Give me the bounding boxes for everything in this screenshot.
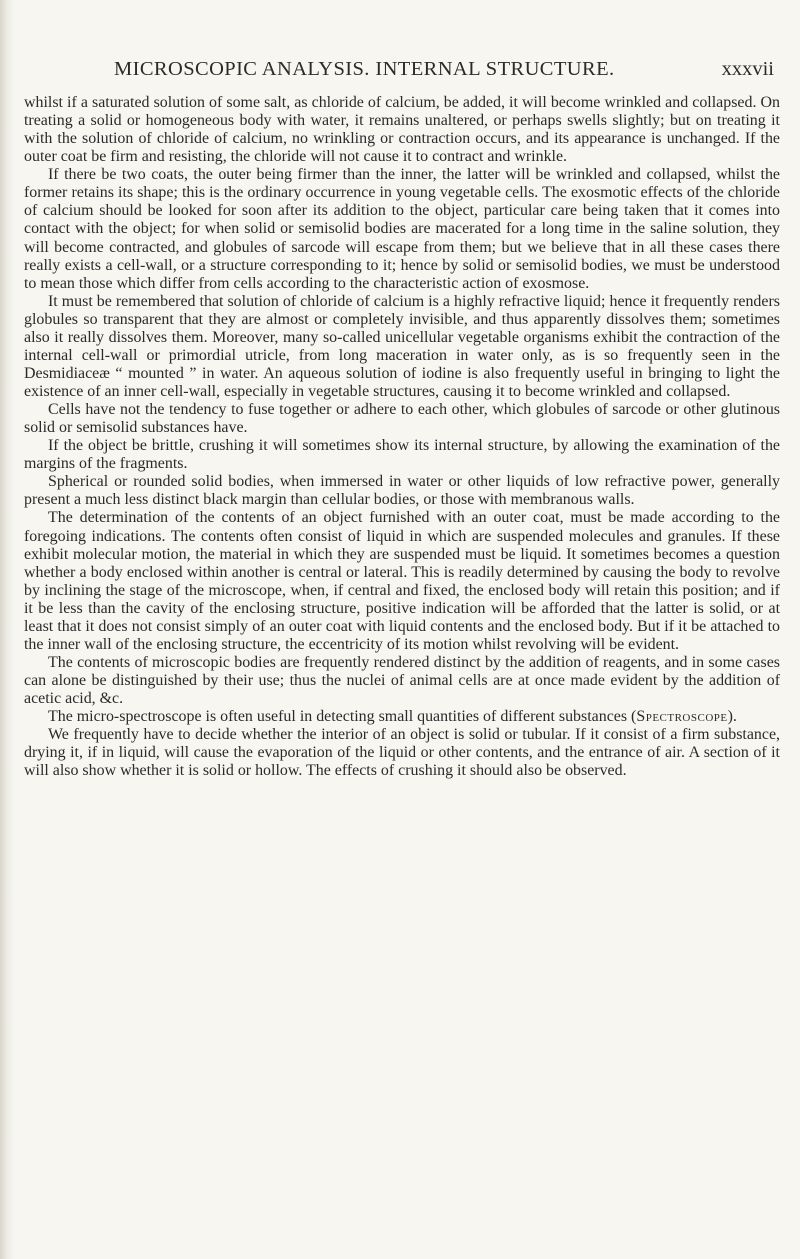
cross-reference: Spectroscope [636, 708, 728, 726]
binding-shadow [0, 0, 14, 1259]
paragraph-spectroscope [24, 708, 780, 726]
paragraph: It must be remembered that solution of chloride of calcium is a highly refractive liquid; hence it frequently renders globules so transparent that they are almost or completely invisible, and thus apparently dissolves them; sometimes also it really dissolves them. Moreover, many so-called unicellular vegetable organisms exhibit the contraction of the internal cell-wall or primordial utricle, from long maceration in water only, as is so frequently seen in the Desmidiaceæ “ mounted ” in water. An aqueous solution of iodine is also frequently useful in bringing to light the existence of an inner cell-wall, especially in vegetable structures, causing it to become wrinkled and collapsed. [24, 292, 780, 400]
paragraph: The determination of the contents of an object furnished with an outer coat, must be made according to the foregoing indications. The contents often consist of liquid in which are suspended molecules and granules. If these exhibit molecular motion, the material in which they are suspended must be liquid. It sometimes becomes a question whether a body enclosed within another is central or lateral. This is readily determined by causing the body to revolve by inclining the stage of the microscope, when, if central and fixed, the enclosed body will retain this position; and if it be less than the cavity of the enclosing structure, positive indication will be afforded that the latter is solid, or at least that it does not consist simply of an outer coat with liquid contents and the enclosed body. But if it be attached to the inner wall of the enclosing structure, the eccentricity of its motion whilst revolving will be evident. [24, 509, 780, 653]
paragraph: The contents of microscopic bodies are frequently rendered distinct by the addition of reagents, and in some cases can alone be distinguished by their use; thus the nuclei of animal cells are at once made evident by the addition of acetic acid, &c. [24, 653, 780, 708]
paragraph: If there be two coats, the outer being firmer than the inner, the latter will be wrinkled and collapsed, whilst the former retains its shape; this is the ordinary occurrence in young vegetable cells. The exosmotic effects of the chloride of calcium should be looked for soon after its addition to the object, particular care being taken that it comes into contact with the object; for when solid or semisolid bodies are macerated for a long time in the saline solution, they will become contracted, and globules of sarcode will escape from them; but we believe that in all these cases there really exists a cell-wall, or a structure corresponding to it; hence by solid or semisolid bodies, we must be understood to mean those which differ from cells according to the characteristic action of exosmose. [24, 166, 780, 292]
paragraph-text: The micro-spectroscope is often useful in detecting small quantities of different substances ( [48, 708, 637, 726]
body-text [24, 94, 780, 780]
paragraph-text-end: ). [727, 708, 737, 726]
paragraph: Spherical or rounded solid bodies, when immersed in water or other liquids of low refractive power, generally present a much less distinct black margin than cellular bodies, or those with membranous walls. [24, 473, 780, 509]
running-head [114, 58, 774, 84]
paragraph-continuation: whilst if a saturated solution of some salt, as chloride of calcium, be added, it will become wrinkled and collapsed. On treating a solid or homogeneous body with water, it remains unaltered, or perhaps swells slightly; but on treating it with the solution of chloride of calcium, no wrinkling or contraction occurs, and its appearance is unchanged. If the outer coat be firm and resisting, the chloride will not cause it to contract and wrinkle. [24, 94, 780, 166]
paragraph: If the object be brittle, crushing it will sometimes show its internal structure, by allowing the examination of the margins of the fragments. [24, 437, 780, 473]
paragraph: We frequently have to decide whether the interior of an object is solid or tubular. If it consist of a firm substance, drying it, if in liquid, will cause the evaporation of the liquid or other contents, and the entrance of air. A section of it will also show whether it is solid or hollow. The effects of crushing it should also be observed. [24, 726, 780, 780]
paragraph: Cells have not the tendency to fuse together or adhere to each other, which globules of sarcode or other glutinous solid or semisolid substances have. [24, 401, 780, 437]
page-number: xxxvii [721, 58, 774, 80]
running-title: MICROSCOPIC ANALYSIS. INTERNAL STRUCTURE. [114, 58, 615, 80]
